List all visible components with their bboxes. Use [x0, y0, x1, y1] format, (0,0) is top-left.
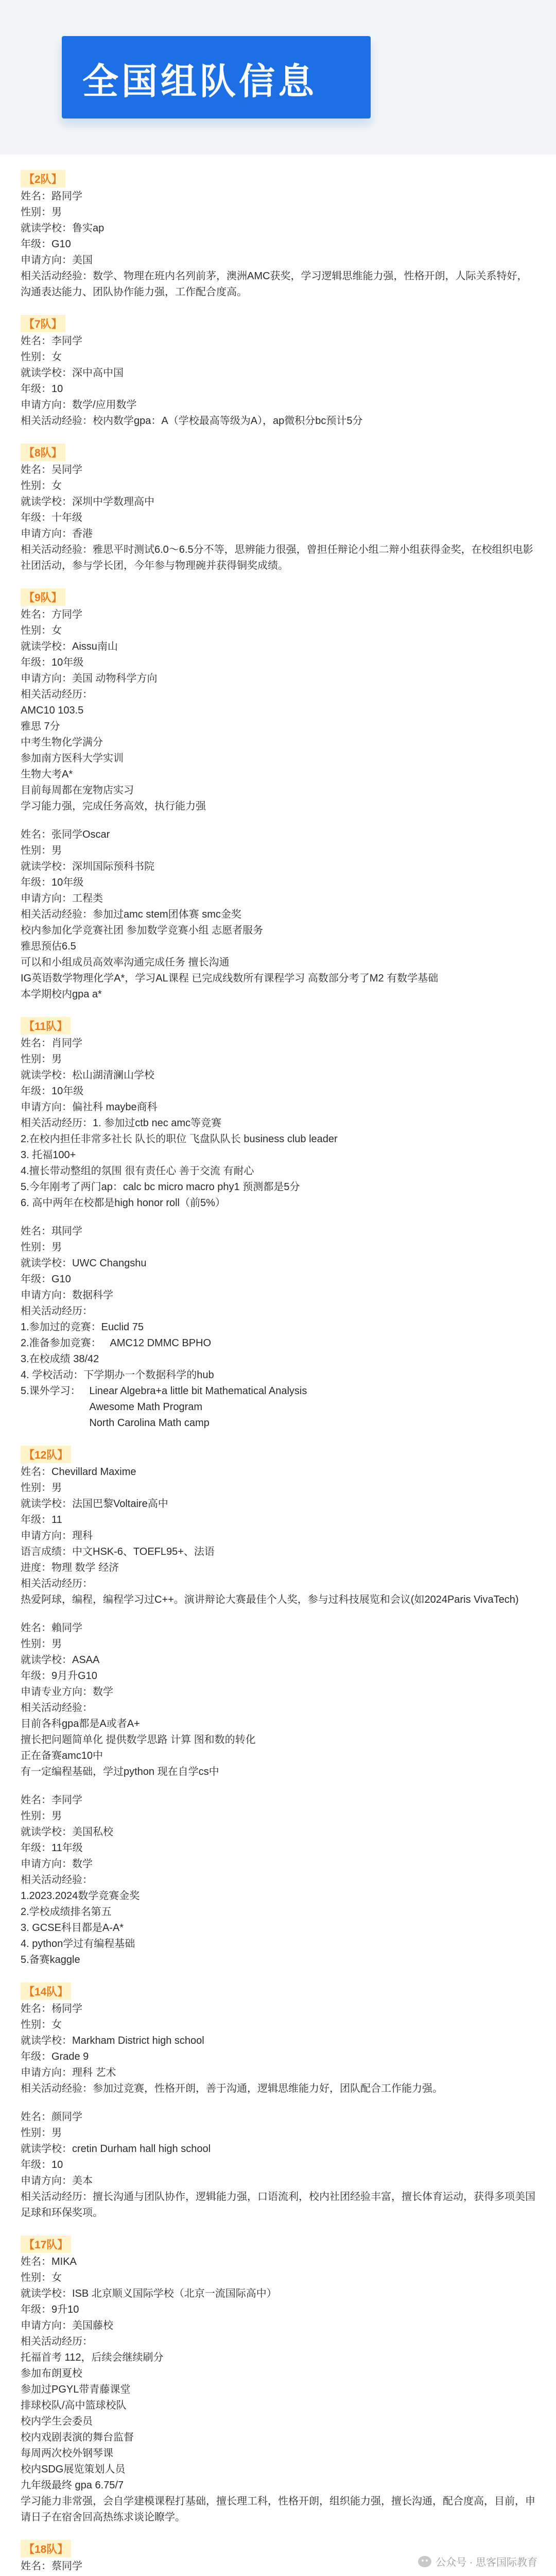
profile-line: 年级：9月升G10: [21, 1670, 97, 1682]
profile-line: AMC10 103.5: [21, 705, 84, 716]
profile-line: 年级：G10: [21, 1274, 71, 1285]
profile-line: 相关活动经验：数学、物理在班内名列前茅，澳洲AMC获奖，学习逻辑思维能力强，性格开朗，人际关系特好，沟通表达能力、团队协作能力强，工作配合度高。: [21, 270, 528, 298]
team-block: [21, 1017, 537, 1431]
profile-line: 校内参加化学竞赛社团 参加数学竞赛小组 志愿者服务: [21, 925, 264, 936]
profile-line: 3.在校成绩 38/42: [21, 1353, 99, 1365]
team-tag: 【8队】: [21, 444, 65, 461]
profile-line: 校内学生会委员: [21, 2416, 93, 2427]
profile-line: 申请方向：美本: [21, 2175, 93, 2187]
profile-line: 相关活动经验：: [21, 1874, 93, 1886]
profile-line: 年级：Grade 9: [21, 2051, 89, 2062]
page-title: 全国组队信息: [82, 61, 317, 101]
profile-separator: [21, 815, 537, 827]
profile-line: 姓名：MIKA: [21, 2256, 77, 2267]
profile-line: 参加过PGYL带青藤课堂: [21, 2384, 131, 2395]
profile-line: 性别：男: [21, 1638, 62, 1650]
profile-line: 相关活动经历：1. 参加过ctb nec amc等竞赛: [21, 1117, 222, 1129]
profile-line: 就读学校：Markham District high school: [21, 2035, 204, 2046]
profile-line: 排球校队/高中篮球校队: [21, 2400, 127, 2411]
profile-line: 有一定编程基础，学过python 现在自学cs中: [21, 1766, 219, 1777]
profile-line: 申请方向：香港: [21, 528, 93, 539]
profile-line: 就读学校：Aissu南山: [21, 641, 118, 652]
profile-line: 6. 高中两年在校都是high honor roll（前5%）: [21, 1197, 225, 1209]
profile-line: 相关活动经历：: [21, 1306, 93, 1317]
profile-line: 正在备赛amc10中: [21, 1750, 103, 1761]
profile-line: 就读学校：深中高中国: [21, 367, 124, 379]
profile-line: 申请方向：美国藤校: [21, 2320, 113, 2331]
profile-line: IG英语数学物理化学A*，学习AL课程 已完成线数所有课程学习 高数部分考了M2 有数学基础: [21, 973, 439, 984]
profile-line: 年级：G10: [21, 239, 71, 250]
profile-line: 九年级最终 gpa 6.75/7: [21, 2480, 124, 2491]
profile-line: 中考生物化学满分: [21, 737, 103, 748]
team-tag: 【11队】: [21, 1017, 71, 1035]
profile-line: 相关活动经验：雅思平时测试6.0～6.5分不等，思辨能力很强，曾担任辩论小组二辩小组获得金奖，在校组织电影社团活动，参与学长团，今年参与物理碗并获得铜奖成绩。: [21, 544, 533, 571]
profile-line: 生物大考A*: [21, 769, 73, 780]
profile-line: 4. python学过有编程基础: [21, 1938, 135, 1950]
profile-line: 1.2023.2024数学竞赛金奖: [21, 1890, 140, 1902]
profile-line: 就读学校：深圳国际预科书院: [21, 861, 154, 872]
team-block: [21, 1446, 537, 1968]
profile-line: 年级：十年级: [21, 512, 82, 523]
profile-line: 性别：男: [21, 1054, 62, 1065]
profile-line: 擅长把问题简单化 提供数学思路 计算 图和数的转化: [21, 1734, 256, 1745]
profile-line: 申请方向：工程类: [21, 893, 103, 904]
profile-line: 就读学校：松山湖清澜山学校: [21, 1070, 154, 1081]
profile-line: 性别：男: [21, 207, 62, 218]
profile-line: 申请方向：理科: [21, 1530, 93, 1541]
profile-line: 性别：女: [21, 2019, 62, 2030]
profile-line: 2.学校成绩排名第五: [21, 1906, 112, 1918]
profile-line: 姓名：杨同学: [21, 2003, 82, 2014]
profile-line: 3. GCSE科目都是A-A*: [21, 1922, 124, 1934]
team-list: [0, 155, 556, 2576]
profile-line: 参加南方医科大学实训: [21, 753, 124, 764]
profile-line: 就读学校：鲁实ap: [21, 223, 105, 234]
profile-line: Awesome Math Program: [21, 1401, 203, 1413]
profile-line: 本学期校内gpa a*: [21, 989, 102, 1000]
profile-line: 托福首考 112，后续会继续刷分: [21, 2352, 164, 2363]
profile-separator: [21, 2097, 537, 2109]
profile-line: 姓名：李同学: [21, 335, 82, 347]
header-banner: [0, 0, 556, 155]
profile-line: 性别：男: [21, 1242, 62, 1253]
profile-line: 性别：女: [21, 351, 62, 363]
team-tag: 【7队】: [21, 315, 65, 332]
wechat-icon: [418, 2556, 431, 2567]
profile-line: 2.在校内担任非常多社长 队长的职位 飞盘队队长 business club leader: [21, 1133, 338, 1145]
profile-line: 就读学校：美国私校: [21, 1826, 113, 1838]
profile-line: 性别：女: [21, 480, 62, 492]
team-tag: 【12队】: [21, 1446, 71, 1463]
profile-line: 1.参加过的竞赛：Euclid 75: [21, 1321, 144, 1333]
profile-line: 性别：女: [21, 625, 62, 636]
profile-line: 申请方向：美国: [21, 255, 93, 266]
profile-line: 学习能力非常强，会自学建模课程打基础，擅长理工科，性格开朗，组织能力强，擅长沟通，配合度高，目前，申请日子在宿舍回高热练求谈论瞭学。: [21, 2496, 535, 2523]
team-tag: 【18队】: [21, 2540, 71, 2557]
profile-line: 可以和小组成员高效率沟通完成任务 擅长沟通: [21, 957, 230, 968]
profile-line: 申请方向：偏社科 maybe商科: [21, 1101, 158, 1113]
profile-line: 语言成绩：中文HSK-6、TOEFL95+、法语: [21, 1546, 215, 1557]
profile-line: 相关活动经验：: [21, 1702, 93, 1714]
profile-line: 5.课外学习： Linear Algebra+a little bit Mathematical Analysis: [21, 1385, 307, 1397]
profile-line: 申请方向：数学/应用数学: [21, 399, 137, 411]
profile-line: 每周两次校外钢琴课: [21, 2448, 113, 2459]
profile-line: 申请专业方向：数学: [21, 1686, 113, 1698]
profile-line: 申请方向：数学: [21, 1858, 93, 1870]
profile-line: 性别：男: [21, 1810, 62, 1822]
profile-line: 姓名：方同学: [21, 609, 82, 620]
profile-line: 参加布朗夏校: [21, 2368, 82, 2379]
profile-line: 就读学校：深圳中学数理高中: [21, 496, 154, 507]
profile-line: 姓名：琪同学: [21, 1226, 82, 1237]
team-tag: 【9队】: [21, 588, 65, 606]
profile-separator: [21, 1608, 537, 1620]
profile-line: 相关活动经历：: [21, 2336, 93, 2347]
profile-line: 校内戏剧表演的舞台监督: [21, 2432, 134, 2443]
source-footer: [418, 2554, 537, 2569]
profile-line: 姓名：张同学Oscar: [21, 829, 110, 840]
profile-line: 年级：10年级: [21, 657, 84, 668]
profile-line: 姓名：吴同学: [21, 464, 82, 476]
footer-source: 公众号 · 思客国际教育: [436, 2557, 537, 2568]
profile-line: 就读学校：法国巴黎Voltaire高中: [21, 1498, 168, 1510]
team-block: [21, 2235, 537, 2526]
profile-line: 就读学校：UWC Changshu: [21, 1258, 147, 1269]
profile-line: 4.擅长带动整组的氛围 很有责任心 善于交流 有耐心: [21, 1165, 254, 1177]
profile-line: 相关活动经历：: [21, 689, 93, 700]
profile-line: 雅思预估6.5: [21, 941, 76, 952]
profile-line: 3. 托福100+: [21, 1149, 76, 1161]
team-block: [21, 170, 537, 300]
profile-line: 年级：9升10: [21, 2304, 79, 2315]
profile-line: 相关活动经历：擅长沟通与团队协作，逻辑能力强，口语流利，校内社团经验丰富，擅长体育运动，获得多项美国足球和环保奖项。: [21, 2191, 535, 2218]
profile-line: 申请方向：数据科学: [21, 1290, 113, 1301]
team-block: [21, 444, 537, 574]
profile-line: 姓名：Chevillard Maxime: [21, 1466, 136, 1478]
profile-line: 性别：女: [21, 2272, 62, 2283]
profile-line: 申请方向：美国 动物科学方向: [21, 673, 158, 684]
profile-line: 5.今年刚考了两门ap：calc bc micro macro phy1 预测都是5分: [21, 1181, 300, 1193]
profile-line: 性别：男: [21, 845, 62, 856]
team-tag: 【17队】: [21, 2235, 71, 2253]
profile-line: 姓名：蔡同学: [21, 2561, 82, 2572]
profile-line: 热爱阿球，编程，编程学习过C++。演讲辩论大赛最佳个人奖，参与过科技展览和会议(如2024Paris VivaTech): [21, 1594, 519, 1605]
team-block: [21, 588, 537, 1003]
profile-line: 目前各科gpa都是A或者A+: [21, 1718, 140, 1730]
profile-line: 年级：11: [21, 1514, 62, 1526]
profile-separator: [21, 1780, 537, 1792]
profile-line: 姓名：李同学: [21, 1794, 82, 1806]
profile-line: 性别：男: [21, 2127, 62, 2139]
profile-line: 姓名：颜同学: [21, 2111, 82, 2123]
profile-line: 年级：11年级: [21, 1842, 83, 1854]
profile-line: 就读学校：ASAA: [21, 1654, 100, 1666]
profile-line: 2.准备参加竞赛： AMC12 DMMC BPHO: [21, 1337, 212, 1349]
team-tag: 【2队】: [21, 170, 65, 188]
profile-line: 校内SDG展览策划人员: [21, 2464, 126, 2475]
profile-line: 申请方向：理科 艺术: [21, 2067, 116, 2078]
profile-line: 就读学校：cretin Durham hall high school: [21, 2143, 211, 2155]
profile-line: 姓名：肖同学: [21, 1038, 82, 1049]
profile-line: 学习能力强，完成任务高效，执行能力强: [21, 801, 206, 812]
profile-line: 年级：10: [21, 383, 63, 395]
profile-line: North Carolina Math camp: [21, 1417, 210, 1429]
profile-line: 就读学校：ISB 北京顺义国际学校（北京一流国际高中）: [21, 2288, 277, 2299]
profile-line: 姓名：賴同学: [21, 1622, 82, 1634]
profile-line: 年级：10年级: [21, 1086, 84, 1097]
profile-line: 进度：物理 数学 经济: [21, 1562, 119, 1573]
profile-line: 相关活动经验：参加过竞赛，性格开朗，善于沟通，逻辑思维能力好，团队配合工作能力强。: [21, 2083, 443, 2094]
profile-line: 目前每周都在宠物店实习: [21, 785, 134, 796]
profile-line: 4. 学校活动：下学期办一个数据科学的hub: [21, 1369, 214, 1381]
team-tag: 【14队】: [21, 1982, 71, 2000]
profile-line: 雅思 7分: [21, 721, 60, 732]
profile-line: 相关活动经验：校内数学gpa：A（学校最高等级为A），ap微积分bc预计5分: [21, 415, 363, 427]
profile-line: 年级：10年级: [21, 877, 84, 888]
profile-line: 年级：10: [21, 2159, 63, 2171]
profile-line: 相关活动经验：参加过amc stem团体赛 smc金奖: [21, 909, 241, 920]
team-block: [21, 315, 537, 429]
profile-separator: [21, 1211, 537, 1224]
profile-line: 姓名：路同学: [21, 191, 82, 202]
team-block: [21, 1982, 537, 2221]
profile-line: 相关活动经历：: [21, 1578, 93, 1589]
profile-line: 5.备赛kaggle: [21, 1954, 80, 1965]
profile-line: 性别：男: [21, 1482, 62, 1494]
